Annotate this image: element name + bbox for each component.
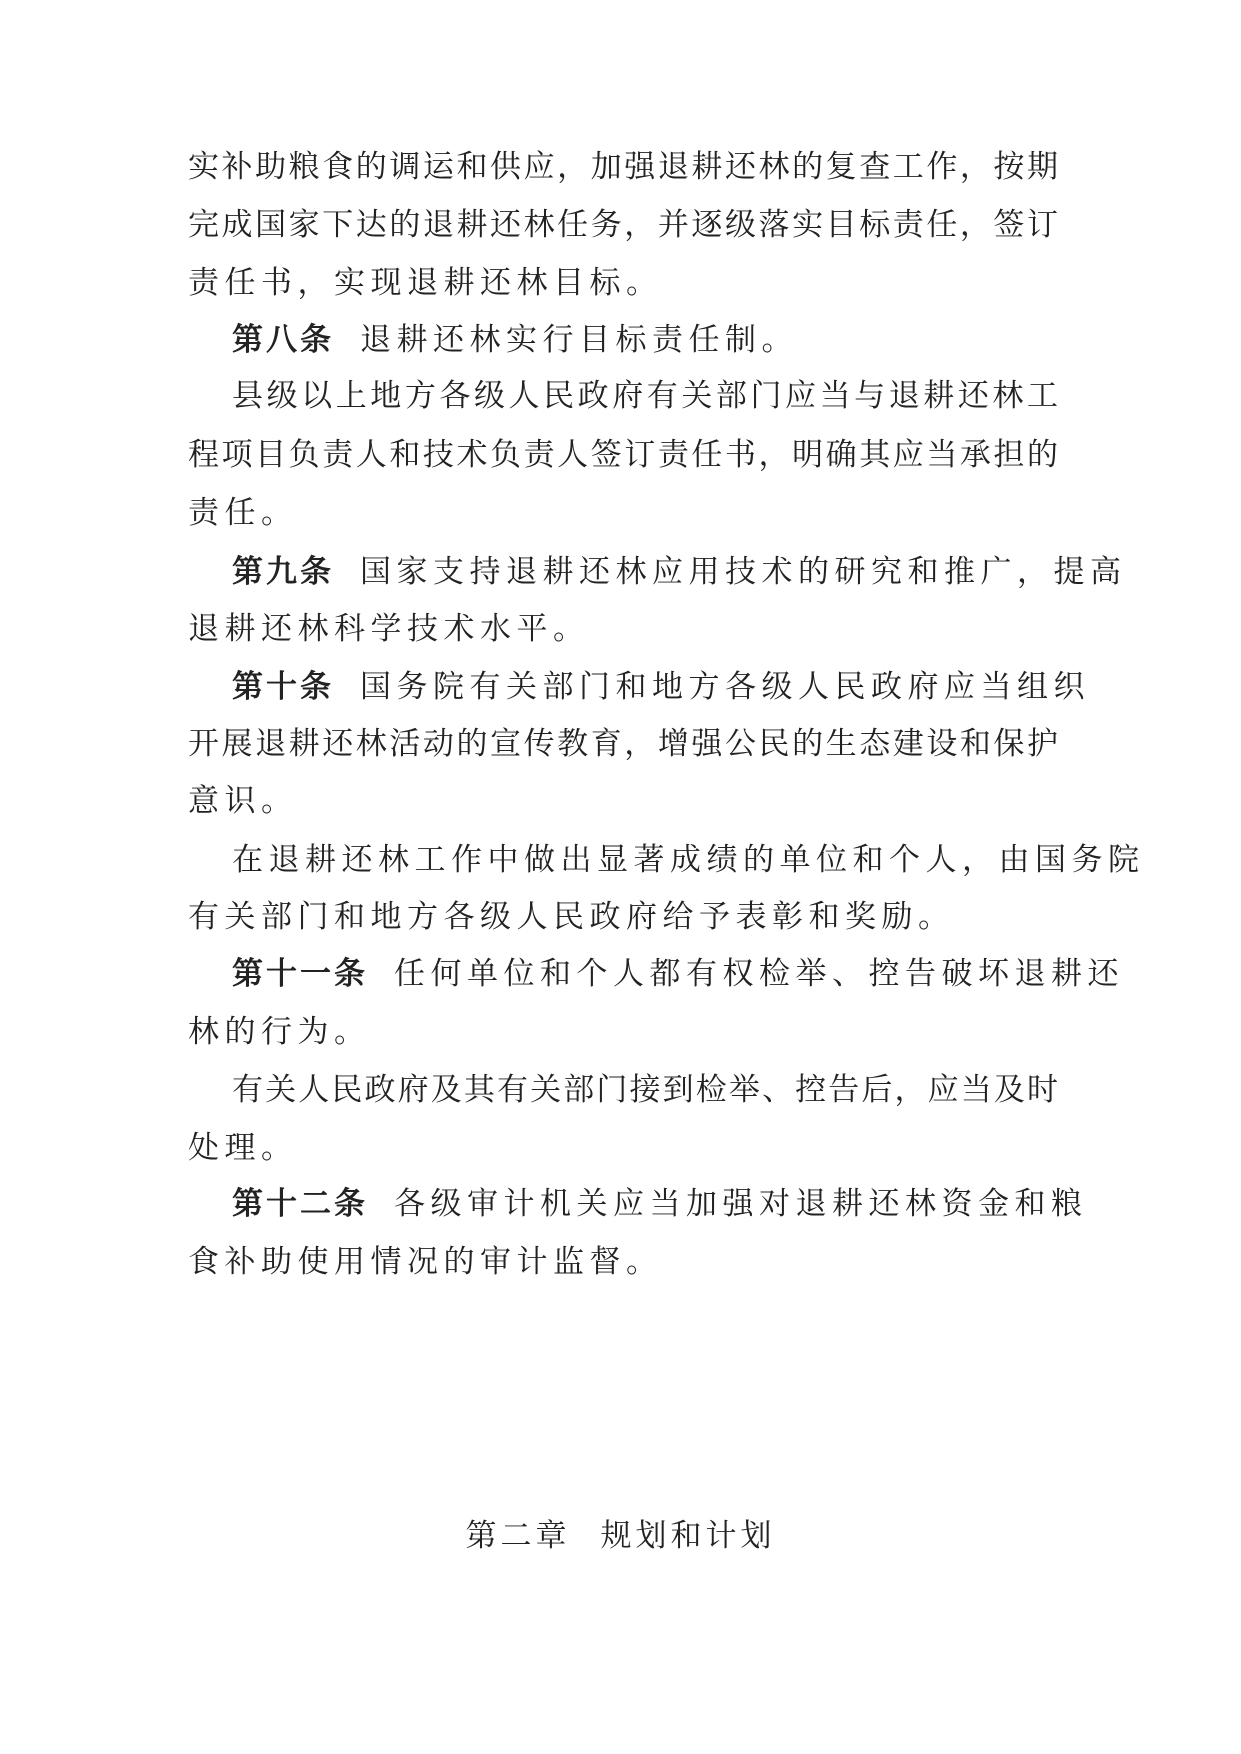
article-text: 国务院有关部门和地方各级人民政府应当组织	[360, 669, 1090, 705]
article-text: 国家支持退耕还林应用技术的研究和推广，提高	[360, 554, 1127, 590]
article-8	[232, 316, 1058, 364]
article-label: 第九条	[232, 554, 334, 590]
article-9	[232, 548, 1127, 596]
text-line: 林的行为。	[188, 1014, 371, 1050]
paragraph-line: 责任。	[188, 495, 298, 531]
article-11	[232, 950, 1124, 998]
text-line: 意识。	[188, 783, 298, 819]
article-label: 第十一条	[232, 956, 368, 992]
chapter-number: 第二章	[465, 1518, 571, 1554]
text-line: 食补助使用情况的审计监督。	[188, 1244, 663, 1280]
chapter-title: 规划和计划	[600, 1518, 776, 1554]
paragraph-line: 在退耕还林工作中做出显著成绩的单位和个人，由国务院	[232, 842, 1145, 878]
text-line: 开展退耕还林活动的宣传教育，增强公民的生态建设和保护	[188, 726, 1058, 762]
article-text: 任何单位和个人都有权检举、控告破坏退耕还	[394, 956, 1124, 992]
text-line: 完成国家下达的退耕还林任务，并逐级落实目标责任，签订	[188, 207, 1058, 243]
text-line: 责任书，实现退耕还林目标。	[188, 265, 663, 301]
text-line: 退耕还林科学技术水平。	[188, 611, 590, 647]
paragraph-line: 有关部门和地方各级人民政府给予表彰和奖励。	[188, 899, 955, 935]
article-label: 第八条	[232, 322, 334, 358]
article-12	[232, 1180, 1088, 1228]
paragraph-line: 县级以上地方各级人民政府有关部门应当与退耕还林工	[232, 378, 1058, 414]
article-text: 退耕还林实行目标责任制。	[360, 322, 798, 358]
article-text: 各级审计机关应当加强对退耕还林资金和粮	[394, 1186, 1088, 1222]
article-label: 第十二条	[232, 1186, 368, 1222]
chapter-heading	[0, 1512, 1241, 1560]
article-10	[232, 663, 1090, 711]
paragraph-line: 处理。	[188, 1130, 298, 1166]
text-line: 实补助粮食的调运和供应，加强退耕还林的复查工作，按期	[188, 149, 1058, 185]
article-label: 第十条	[232, 669, 334, 705]
paragraph-line: 有关人民政府及其有关部门接到检举、控告后，应当及时	[232, 1072, 1058, 1108]
paragraph-line: 程项目负责人和技术负责人签订责任书，明确其应当承担的	[188, 437, 1058, 473]
